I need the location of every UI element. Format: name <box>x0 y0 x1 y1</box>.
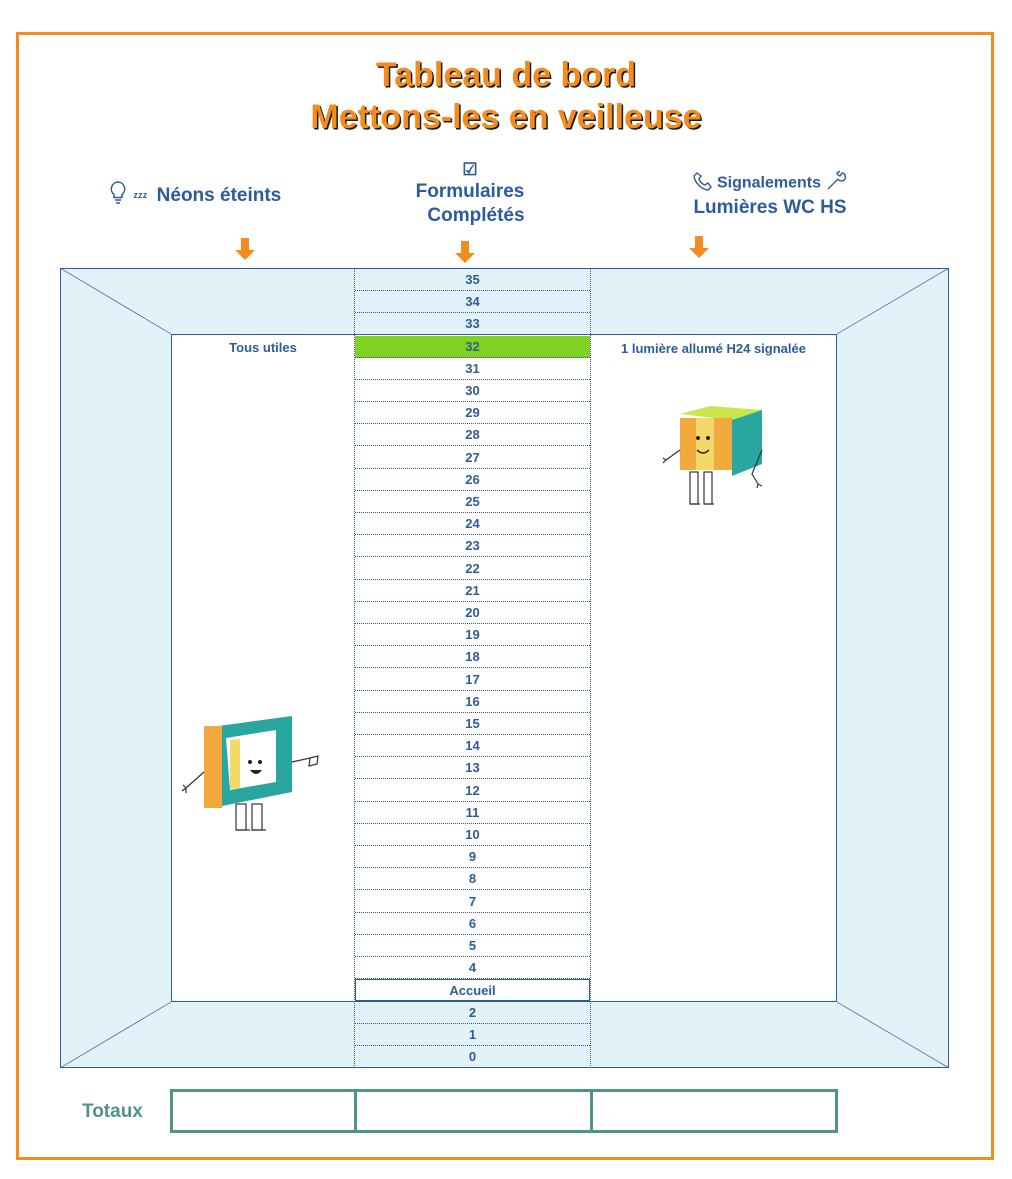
floor-28[interactable]: 28 <box>355 424 590 446</box>
sleep-zz-icon: ᶻᶻᶻ <box>133 188 148 204</box>
floor-34[interactable]: 34 <box>355 291 590 313</box>
floor-8[interactable]: 8 <box>355 868 590 890</box>
floor-7[interactable]: 7 <box>355 891 590 913</box>
column-label-reports-line1: Signalements <box>716 174 822 192</box>
floor-19[interactable]: 19 <box>355 624 590 646</box>
floor-32[interactable]: 32 <box>355 336 590 358</box>
column-header-neons <box>108 180 281 212</box>
floor-35[interactable]: 35 <box>355 269 590 291</box>
down-arrow-icon <box>235 238 255 260</box>
floor-6[interactable]: 6 <box>355 913 590 935</box>
lightbulb-icon <box>108 180 128 212</box>
floor-26[interactable]: 26 <box>355 469 590 491</box>
right-note: 1 lumière allumé H24 signalée <box>621 341 806 356</box>
floor-13[interactable]: 13 <box>355 757 590 779</box>
page-title-line2: Mettons-les en veilleuse <box>310 98 702 136</box>
column-label-neons: Néons éteints <box>156 185 282 207</box>
floor-22[interactable]: 22 <box>355 558 590 580</box>
floor-2[interactable]: 2 <box>355 1002 590 1024</box>
floor-1[interactable]: 1 <box>355 1024 590 1046</box>
floor-0[interactable]: 0 <box>355 1046 590 1068</box>
floor-accueil[interactable]: Accueil <box>355 979 590 1001</box>
checkbox-icon: ☑ <box>462 160 478 179</box>
floor-27[interactable]: 27 <box>355 447 590 469</box>
column-header-reports <box>680 170 860 219</box>
column-header-forms <box>400 160 540 228</box>
down-arrow-icon <box>455 241 475 263</box>
floor-18[interactable]: 18 <box>355 646 590 668</box>
total-neons-cell[interactable] <box>170 1089 357 1133</box>
left-note: Tous utiles <box>229 340 297 355</box>
floor-14[interactable]: 14 <box>355 735 590 757</box>
mascot-window-illustration <box>180 712 330 836</box>
floor-30[interactable]: 30 <box>355 380 590 402</box>
column-label-reports-line2: Lumières WC HS <box>693 197 847 218</box>
floor-11[interactable]: 11 <box>355 802 590 824</box>
floor-20[interactable]: 20 <box>355 602 590 624</box>
floor-33[interactable]: 33 <box>355 313 590 335</box>
column-label-forms-line1: Formulaires <box>415 181 525 202</box>
mascot-cube-illustration <box>662 400 772 512</box>
totals-label: Totaux <box>82 1101 143 1122</box>
column-label-forms-line2: Complétés <box>427 205 525 226</box>
floor-16[interactable]: 16 <box>355 691 590 713</box>
floor-12[interactable]: 12 <box>355 780 590 802</box>
down-arrow-icon <box>689 236 709 258</box>
floor-15[interactable]: 15 <box>355 713 590 735</box>
page-title-line1: Tableau de bord <box>375 56 637 94</box>
floor-24[interactable]: 24 <box>355 513 590 535</box>
floor-23[interactable]: 23 <box>355 535 590 557</box>
wrench-icon <box>825 170 847 197</box>
floor-10[interactable]: 10 <box>355 824 590 846</box>
phone-icon <box>693 171 713 196</box>
floor-4[interactable]: 4 <box>355 957 590 979</box>
floor-21[interactable]: 21 <box>355 580 590 602</box>
floor-5[interactable]: 5 <box>355 935 590 957</box>
floor-25[interactable]: 25 <box>355 491 590 513</box>
floor-31[interactable]: 31 <box>355 358 590 380</box>
floor-9[interactable]: 9 <box>355 846 590 868</box>
total-reports-cell[interactable] <box>590 1089 838 1133</box>
floor-17[interactable]: 17 <box>355 669 590 691</box>
total-forms-cell[interactable] <box>354 1089 593 1133</box>
floor-29[interactable]: 29 <box>355 402 590 424</box>
